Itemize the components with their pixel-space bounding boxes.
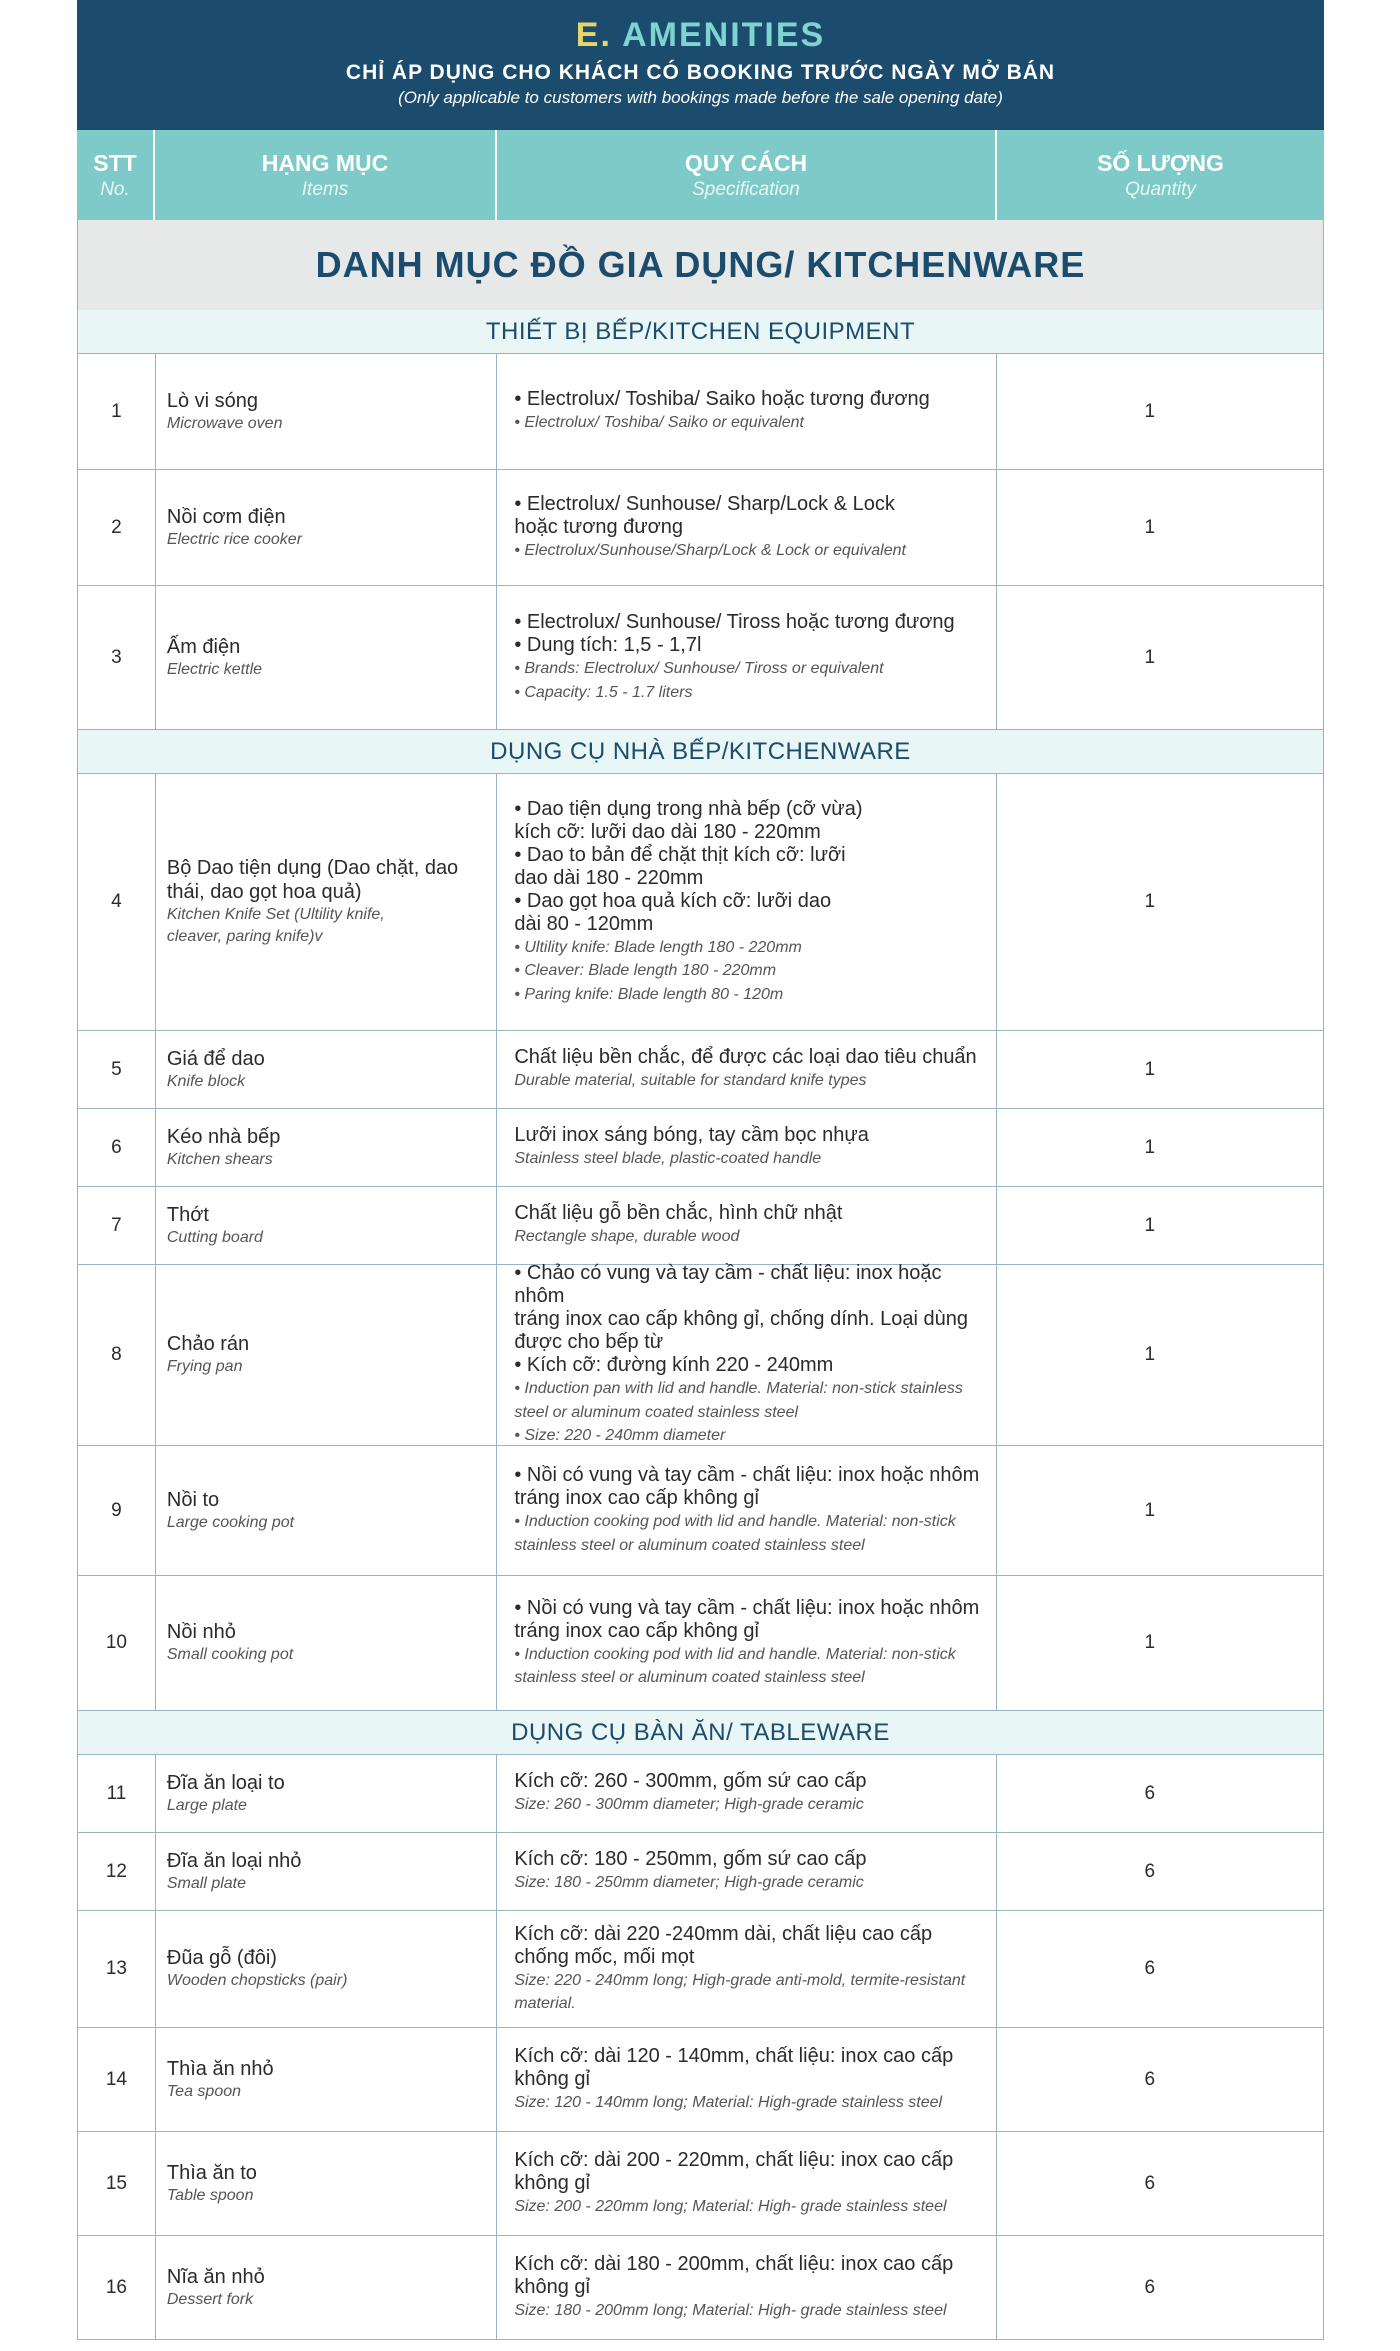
table-row <box>77 2236 1324 2340</box>
spec-en: • Induction cooking pod with lid and handle. Material: non-stick stainless steel or aluminum coated stainless steel <box>514 1645 956 1686</box>
item-cell <box>156 1911 497 2027</box>
section-header: DỤNG CỤ BÀN ĂN/ TABLEWARE <box>77 1711 1324 1755</box>
spec-vi: • Dao tiện dụng trong nhà bếp (cỡ vừa) kích cỡ: lưỡi dao dài 180 - 220mm • Dao to bản để chặt thịt kích cỡ: lưỡi dao dài 180 - 220mm • Dao gọt hoa quả kích cỡ: lưỡi dao dài 80 - 120mm <box>514 797 863 935</box>
item-name-en: Large plate <box>166 1796 247 1814</box>
quantity-cell <box>997 354 1323 469</box>
specification-cell <box>497 2132 996 2235</box>
spec-vi: • Chảo có vung và tay cầm - chất liệu: inox hoặc nhôm tráng inox cao cấp không gỉ, chống dính. Loại dùng được cho bếp từ • Kích cỡ: đường kính 220 - 240mm <box>514 1262 968 1377</box>
quantity-value: 6 <box>1144 2276 1156 2298</box>
table-row <box>77 1109 1324 1187</box>
item-cell <box>156 2028 497 2131</box>
item-name-en: Wooden chopsticks (pair) <box>166 1972 348 1989</box>
spec-en: Size: 180 - 250mm diameter; High-grade ceramic <box>514 1874 864 1892</box>
item-name-en: Tea spoon <box>166 2082 242 2100</box>
quantity-cell <box>997 2236 1323 2339</box>
row-number: 10 <box>105 1632 127 1653</box>
item-name-vi: Đĩa ăn loại nhỏ <box>166 1849 302 1872</box>
item-name-en: Electric rice cooker <box>166 530 303 548</box>
row-number-cell <box>78 2028 156 2131</box>
item-name-en: Frying pan <box>166 1358 243 1375</box>
item-name-vi: Nồi to <box>166 1488 220 1511</box>
specification-cell <box>497 1755 996 1832</box>
quantity-value: 1 <box>1144 516 1156 538</box>
quantity-cell <box>997 1187 1323 1264</box>
quantity-value: 1 <box>1144 1136 1156 1158</box>
subtitle-vi: CHỈ ÁP DỤNG CHO KHÁCH CÓ BOOKING TRƯỚC NGÀY MỞ BÁN <box>345 61 1056 84</box>
spec-vi: Chất liệu bền chắc, để được các loại dao tiêu chuẩn <box>514 1046 977 1069</box>
item-name-vi: Chảo rán <box>166 1333 250 1355</box>
item-name-en: Electric kettle <box>166 660 263 678</box>
row-number-cell <box>78 354 156 469</box>
row-number-cell <box>78 1755 156 1832</box>
specification-cell <box>497 1446 996 1575</box>
quantity-cell <box>997 2028 1323 2131</box>
column-header-sublabel: Specification <box>692 178 800 200</box>
quantity-value: 6 <box>1144 1782 1156 1804</box>
row-number-cell <box>78 1031 156 1108</box>
row-number: 9 <box>111 1499 122 1521</box>
quantity-value: 6 <box>1144 2172 1156 2194</box>
quantity-value: 6 <box>1144 1958 1156 1979</box>
item-cell <box>156 1265 497 1445</box>
item-name-vi: Đĩa ăn loại to <box>166 1771 285 1794</box>
title-letter: E. <box>575 16 612 54</box>
row-number-cell <box>78 470 156 585</box>
spec-vi: Chất liệu gỗ bền chắc, hình chữ nhật <box>514 1202 843 1225</box>
item-name-vi: Đũa gỗ (đôi) <box>166 1947 277 1969</box>
spec-vi: • Electrolux/ Sunhouse/ Tiross hoặc tương đương • Dung tích: 1,5 - 1,7l <box>514 611 955 656</box>
spec-en: Size: 220 - 240mm long; High-grade anti-mold, termite-resistant material. <box>514 1971 966 2012</box>
spec-vi: Kích cỡ: dài 200 - 220mm, chất liệu: inox cao cấp không gỉ <box>514 2148 954 2194</box>
section-header: THIẾT BỊ BẾP/KITCHEN EQUIPMENT <box>77 310 1324 354</box>
row-number: 11 <box>106 1782 127 1804</box>
row-number-cell <box>78 1265 156 1445</box>
row-number-cell <box>78 1187 156 1264</box>
quantity-value: 1 <box>1144 891 1156 912</box>
spec-en: Rectangle shape, durable wood <box>514 1228 740 1246</box>
column-header-sublabel: Quantity <box>1125 178 1196 200</box>
quantity-cell <box>997 2132 1323 2235</box>
column-header-items <box>155 130 497 220</box>
table-row <box>77 1755 1324 1833</box>
row-number-cell <box>78 1576 156 1710</box>
quantity-value: 1 <box>1144 1632 1156 1653</box>
spec-en: • Induction cooking pod with lid and handle. Material: non-stick stainless steel or aluminum coated stainless steel <box>514 1513 956 1554</box>
column-header-label: QUY CÁCH <box>684 149 808 176</box>
specification-cell <box>497 586 996 729</box>
item-cell <box>156 1576 497 1710</box>
quantity-cell <box>997 470 1323 585</box>
table-header <box>77 130 1324 220</box>
spec-en: Stainless steel blade, plastic-coated handle <box>514 1150 822 1168</box>
column-header-sublabel: No. <box>100 178 130 200</box>
spec-en: • Ultility knife: Blade length 180 - 220mm • Cleaver: Blade length 180 - 220mm • Paring knife: Blade length 80 - 120m <box>514 938 802 1003</box>
spec-vi: • Electrolux/ Toshiba/ Saiko hoặc tương đương <box>514 388 930 411</box>
row-number: 15 <box>105 2172 127 2194</box>
table-row <box>77 1187 1324 1265</box>
column-header-no <box>77 130 155 220</box>
row-number: 16 <box>105 2276 127 2298</box>
item-name-vi: Nĩa ăn nhỏ <box>166 2265 265 2288</box>
subtitle-en: (Only applicable to customers with bookings made before the sale opening date) <box>398 88 1003 107</box>
item-cell <box>156 1833 497 1910</box>
item-cell <box>156 354 497 469</box>
column-header-specification <box>497 130 997 220</box>
spec-vi: Kích cỡ: 180 - 250mm, gốm sứ cao cấp <box>514 1848 867 1871</box>
item-cell <box>156 1031 497 1108</box>
item-cell <box>156 586 497 729</box>
column-header-label: HẠNG MỤC <box>261 149 389 176</box>
table-row <box>77 1446 1324 1576</box>
row-number: 1 <box>111 400 122 422</box>
quantity-value: 1 <box>1144 1344 1156 1365</box>
title-word: AMENITIES <box>622 16 826 54</box>
quantity-cell <box>997 1446 1323 1575</box>
quantity-cell <box>997 1265 1323 1445</box>
header-banner <box>77 0 1324 130</box>
quantity-value: 6 <box>1144 2068 1156 2090</box>
spec-vi: • Nồi có vung và tay cầm - chất liệu: inox hoặc nhôm tráng inox cao cấp không gỉ <box>514 1464 980 1509</box>
table-row <box>77 354 1324 470</box>
table-row <box>77 1833 1324 1911</box>
row-number-cell <box>78 1911 156 2027</box>
item-name-en: Small cooking pot <box>166 1646 294 1663</box>
page-title <box>77 16 1324 55</box>
item-cell <box>156 2132 497 2235</box>
specification-cell <box>497 1187 996 1264</box>
item-cell <box>156 470 497 585</box>
item-cell <box>156 1109 497 1186</box>
spec-vi: • Nồi có vung và tay cầm - chất liệu: inox hoặc nhôm tráng inox cao cấp không gỉ <box>514 1596 980 1642</box>
specification-cell <box>497 1031 996 1108</box>
specification-cell <box>497 470 996 585</box>
spec-vi: Kích cỡ: dài 220 -240mm dài, chất liệu cao cấp chống mốc, mối mọt <box>514 1922 933 1968</box>
table-body <box>77 310 1324 2340</box>
row-number-cell <box>78 2236 156 2339</box>
row-number: 13 <box>105 1958 127 1979</box>
spec-en: • Brands: Electrolux/ Sunhouse/ Tiross or equivalent • Capacity: 1.5 - 1.7 liters <box>514 660 884 701</box>
item-name-vi: Kéo nhà bếp <box>166 1125 281 1148</box>
catalog-title: DANH MỤC ĐỒ GIA DỤNG/ KITCHENWARE <box>77 220 1324 310</box>
spec-vi: Kích cỡ: 260 - 300mm, gốm sứ cao cấp <box>514 1770 867 1793</box>
quantity-value: 1 <box>1144 400 1156 422</box>
row-number-cell <box>78 1109 156 1186</box>
quantity-cell <box>997 1755 1323 1832</box>
quantity-value: 1 <box>1144 1499 1156 1521</box>
specification-cell <box>497 2236 996 2339</box>
item-name-en: Dessert fork <box>166 2290 254 2308</box>
row-number-cell <box>78 586 156 729</box>
row-number: 8 <box>111 1344 122 1365</box>
item-name-vi: Nồi cơm điện <box>166 505 286 528</box>
item-name-en: Kitchen Knife Set (Ultility knife, cleaver, paring knife)v <box>166 906 385 945</box>
item-name-en: Small plate <box>166 1874 247 1892</box>
item-name-vi: Lò vi sóng <box>166 389 259 412</box>
row-number: 12 <box>105 1860 127 1882</box>
item-cell <box>156 1446 497 1575</box>
spec-en: • Induction pan with lid and handle. Material: non-stick stainless steel or aluminum coated stainless steel • Size: 220 - 240mm diameter <box>514 1380 963 1445</box>
specification-cell <box>497 2028 996 2131</box>
spec-vi: • Electrolux/ Sunhouse/ Sharp/Lock & Lock hoặc tương đương <box>514 492 895 538</box>
row-number: 4 <box>111 891 122 912</box>
row-number-cell <box>78 2132 156 2235</box>
spec-vi: Kích cỡ: dài 180 - 200mm, chất liệu: inox cao cấp không gỉ <box>514 2252 954 2298</box>
table-row <box>77 2132 1324 2236</box>
quantity-cell <box>997 1833 1323 1910</box>
spec-en: Size: 200 - 220mm long; Material: High- grade stainless steel <box>514 2197 947 2215</box>
table-row <box>77 774 1324 1031</box>
item-cell <box>156 1755 497 1832</box>
quantity-value: 1 <box>1144 646 1156 668</box>
table-row <box>77 1911 1324 2028</box>
quantity-cell <box>997 1576 1323 1710</box>
specification-cell <box>497 1911 996 2027</box>
item-cell <box>156 1187 497 1264</box>
specification-cell <box>497 354 996 469</box>
spec-vi: Kích cỡ: dài 120 - 140mm, chất liệu: inox cao cấp không gỉ <box>514 2044 954 2090</box>
quantity-cell <box>997 1031 1323 1108</box>
item-name-en: Table spoon <box>166 2186 254 2204</box>
item-name-vi: Thìa ăn nhỏ <box>166 2057 274 2080</box>
quantity-cell <box>997 774 1323 1030</box>
spec-en: • Electrolux/ Toshiba/ Saiko or equivalent <box>514 414 804 432</box>
table-row <box>77 1576 1324 1711</box>
quantity-cell <box>997 586 1323 729</box>
table-row <box>77 586 1324 730</box>
item-name-vi: Nồi nhỏ <box>166 1621 236 1643</box>
specification-cell <box>497 774 996 1030</box>
quantity-cell <box>997 1109 1323 1186</box>
quantity-value: 1 <box>1144 1214 1156 1236</box>
item-name-vi: Giá để dao <box>166 1047 265 1070</box>
item-name-en: Knife block <box>166 1072 246 1090</box>
item-name-vi: Thớt <box>166 1203 209 1226</box>
column-header-sublabel: Items <box>301 178 349 200</box>
specification-cell <box>497 1576 996 1710</box>
spec-en: Durable material, suitable for standard knife types <box>514 1072 867 1090</box>
row-number-cell <box>78 1833 156 1910</box>
quantity-value: 1 <box>1144 1058 1156 1080</box>
item-name-en: Large cooking pot <box>166 1513 295 1531</box>
item-name-vi: Bộ Dao tiện dụng (Dao chặt, dao thái, dao gọt hoa quả) <box>166 857 459 903</box>
section-header: DỤNG CỤ NHÀ BẾP/KITCHENWARE <box>77 730 1324 774</box>
table-row <box>77 2028 1324 2132</box>
row-number-cell <box>78 774 156 1030</box>
item-name-en: Microwave oven <box>166 414 283 432</box>
item-name-en: Kitchen shears <box>166 1150 273 1168</box>
spec-en: Size: 120 - 140mm long; Material: High-grade stainless steel <box>514 2093 943 2111</box>
column-header-quantity <box>997 130 1324 220</box>
row-number: 7 <box>111 1214 122 1236</box>
item-name-vi: Ấm điện <box>166 635 241 658</box>
item-cell <box>156 774 497 1030</box>
item-name-en: Cutting board <box>166 1228 263 1246</box>
table-row <box>77 1262 1324 1446</box>
amenities-sheet <box>77 0 1324 2340</box>
spec-en: Size: 180 - 200mm long; Material: High- grade stainless steel <box>514 2301 947 2319</box>
row-number-cell <box>78 1446 156 1575</box>
spec-vi: Lưỡi inox sáng bóng, tay cầm bọc nhựa <box>514 1124 869 1147</box>
spec-en: • Electrolux/Sunhouse/Sharp/Lock & Lock or equivalent <box>514 541 906 559</box>
specification-cell <box>497 1109 996 1186</box>
row-number: 6 <box>111 1136 122 1158</box>
row-number: 2 <box>111 516 122 538</box>
table-row <box>77 1031 1324 1109</box>
column-header-label: STT <box>93 149 137 176</box>
item-name-vi: Thìa ăn to <box>166 2161 257 2184</box>
column-header-label: SỐ LƯỢNG <box>1097 149 1224 176</box>
item-cell <box>156 2236 497 2339</box>
specification-cell <box>497 1833 996 1910</box>
row-number: 5 <box>111 1058 122 1080</box>
specification-cell <box>497 1262 996 1445</box>
quantity-cell <box>997 1911 1323 2027</box>
table-row <box>77 470 1324 586</box>
row-number: 14 <box>105 2068 127 2090</box>
row-number: 3 <box>111 646 122 668</box>
quantity-value: 6 <box>1144 1860 1156 1882</box>
spec-en: Size: 260 - 300mm diameter; High-grade ceramic <box>514 1796 864 1814</box>
